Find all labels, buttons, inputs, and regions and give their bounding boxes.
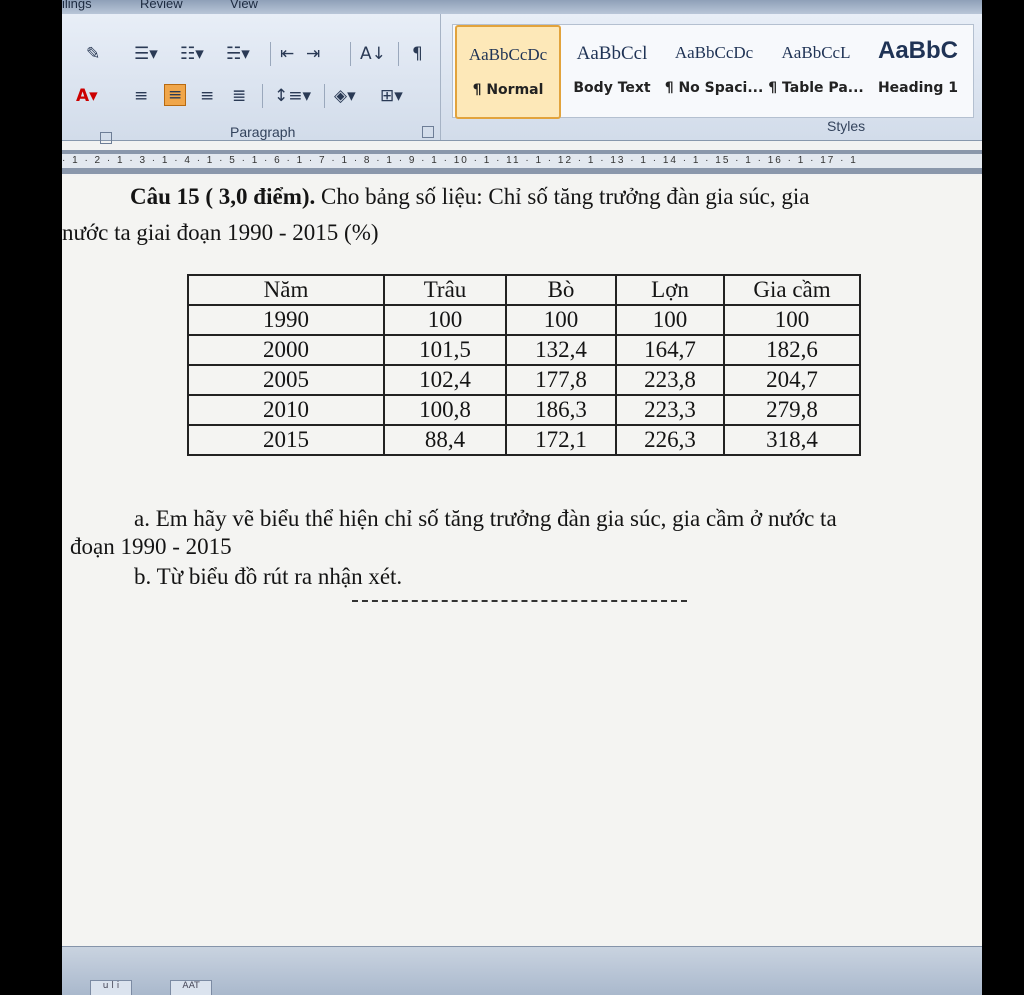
table-cell: 100 xyxy=(506,305,616,335)
style-name: Heading 1 xyxy=(877,80,959,96)
table-cell: 182,6 xyxy=(724,335,860,365)
styles-gallery xyxy=(452,24,974,118)
style-preview: AaBbC xyxy=(877,37,958,64)
increase-indent-icon[interactable]: ⇥ xyxy=(306,44,321,64)
align-left-icon[interactable]: ≡ xyxy=(134,86,149,106)
style-table-paragraph[interactable] xyxy=(765,25,867,115)
separator xyxy=(262,84,263,108)
table-cell: 2015 xyxy=(188,425,384,455)
paragraph-dialog-launcher-icon[interactable] xyxy=(422,126,434,138)
table-cell: 172,1 xyxy=(506,425,616,455)
table-cell: 164,7 xyxy=(616,335,724,365)
document-page[interactable] xyxy=(62,176,982,946)
align-right-icon[interactable]: ≡ xyxy=(200,86,215,106)
style-preview: AaBbCcDc xyxy=(468,45,548,64)
shading-icon[interactable]: ◈▾ xyxy=(334,86,356,106)
numbering-icon[interactable]: ☷▾ xyxy=(180,44,204,64)
table-cell: 2005 xyxy=(188,365,384,395)
table-row xyxy=(188,305,860,335)
table-cell: 102,4 xyxy=(384,365,506,395)
separator xyxy=(324,84,325,108)
table-cell: 132,4 xyxy=(506,335,616,365)
style-body-text[interactable] xyxy=(561,25,663,115)
table-cell: 88,4 xyxy=(384,425,506,455)
style-name: ¶ No Spaci... xyxy=(664,80,764,96)
style-no-spacing[interactable] xyxy=(663,25,765,115)
table-row xyxy=(188,425,860,455)
ruler-scale: · 1 · 2 · 1 · 3 · 1 · 4 · 1 · 5 · 1 · 6 · 1 · 7 · 1 · 8 · 1 · 9 · 1 · 10 · 1 · 11 · 1 · 12 · 1 · 13 · 1 · 14 · 1 · 15 · 1 · 16 · 1 · 17 · 1 xyxy=(62,154,982,168)
table-cell: 100 xyxy=(724,305,860,335)
question-number: Câu 15 ( 3,0 điểm). xyxy=(130,184,316,209)
paragraph-group xyxy=(62,14,441,140)
header-cell: Năm xyxy=(188,275,384,305)
style-preview: AaBbCcl xyxy=(576,43,648,64)
header-cell: Bò xyxy=(506,275,616,305)
question-heading xyxy=(130,184,809,210)
decrease-indent-icon[interactable]: ⇤ xyxy=(280,44,295,64)
table-cell: 226,3 xyxy=(616,425,724,455)
borders-icon[interactable]: ⊞▾ xyxy=(380,86,403,106)
line-spacing-icon[interactable]: ↕≡▾ xyxy=(274,86,312,106)
separator xyxy=(350,42,351,66)
style-heading-1[interactable] xyxy=(867,25,969,115)
view-mode-button[interactable]: u l i xyxy=(90,980,132,995)
tab-mailings[interactable]: ilings xyxy=(62,0,92,11)
table-cell: 186,3 xyxy=(506,395,616,425)
table-cell: 279,8 xyxy=(724,395,860,425)
table-cell: 318,4 xyxy=(724,425,860,455)
status-bar xyxy=(62,946,982,995)
word-window xyxy=(62,0,982,995)
sort-icon[interactable]: A↓ xyxy=(360,44,386,64)
bullets-icon[interactable]: ☰▾ xyxy=(134,44,158,64)
table-cell: 2010 xyxy=(188,395,384,425)
table-row xyxy=(188,365,860,395)
style-name: ¶ Table Pa... xyxy=(768,80,864,96)
table-row xyxy=(188,335,860,365)
table-row xyxy=(188,395,860,425)
table-cell: 100 xyxy=(616,305,724,335)
table-cell: 223,3 xyxy=(616,395,724,425)
part-b: b. Từ biểu đồ rút ra nhận xét. xyxy=(134,564,403,589)
part-a-line-1: a. Em hãy vẽ biểu thể hiện chỉ số tăng trưởng đàn gia súc, gia cầm ở nước ta xyxy=(134,506,837,531)
tab-review[interactable]: Review xyxy=(140,0,183,11)
tab-view[interactable]: View xyxy=(230,0,258,11)
font-color-icon[interactable]: A▾ xyxy=(76,86,98,106)
ribbon xyxy=(62,14,982,141)
table-header-row xyxy=(188,275,860,305)
question-text: Cho bảng số liệu: Chỉ số tăng trưởng đàn gia súc, gia xyxy=(315,184,810,209)
style-preview: AaBbCcDc xyxy=(674,43,754,62)
header-cell: Trâu xyxy=(384,275,506,305)
style-name: Body Text xyxy=(573,80,651,96)
pilcrow-icon[interactable]: ¶ xyxy=(412,44,423,64)
data-table xyxy=(187,274,861,456)
table-cell: 1990 xyxy=(188,305,384,335)
table-cell: 177,8 xyxy=(506,365,616,395)
table-cell: 100 xyxy=(384,305,506,335)
ribbon-tabs xyxy=(62,0,982,14)
question-line-2: nước ta giai đoạn 1990 - 2015 (%) xyxy=(62,220,379,245)
style-normal[interactable] xyxy=(455,25,561,119)
table-cell: 2000 xyxy=(188,335,384,365)
format-painter-icon[interactable]: ✎ xyxy=(86,44,101,64)
part-a-line-2: đoạn 1990 - 2015 xyxy=(70,534,232,559)
table-cell: 100,8 xyxy=(384,395,506,425)
align-center-icon[interactable]: ≡ xyxy=(164,84,186,106)
table-cell: 223,8 xyxy=(616,365,724,395)
dashed-separator xyxy=(352,600,687,602)
multilevel-list-icon[interactable]: ☵▾ xyxy=(226,44,250,64)
separator xyxy=(270,42,271,66)
paragraph-group-label: Paragraph xyxy=(230,124,296,140)
header-cell: Lợn xyxy=(616,275,724,305)
style-preview: AaBbCcL xyxy=(781,43,851,62)
table-cell: 101,5 xyxy=(384,335,506,365)
justify-icon[interactable]: ≣ xyxy=(232,86,247,106)
style-name: ¶ Normal xyxy=(472,82,544,98)
table-cell: 204,7 xyxy=(724,365,860,395)
separator xyxy=(398,42,399,66)
language-button[interactable]: AAT xyxy=(170,980,212,995)
header-cell: Gia cầm xyxy=(724,275,860,305)
styles-group-label: Styles xyxy=(827,118,866,134)
clipboard-dialog-launcher-icon[interactable] xyxy=(100,132,112,144)
horizontal-ruler[interactable] xyxy=(62,150,982,174)
